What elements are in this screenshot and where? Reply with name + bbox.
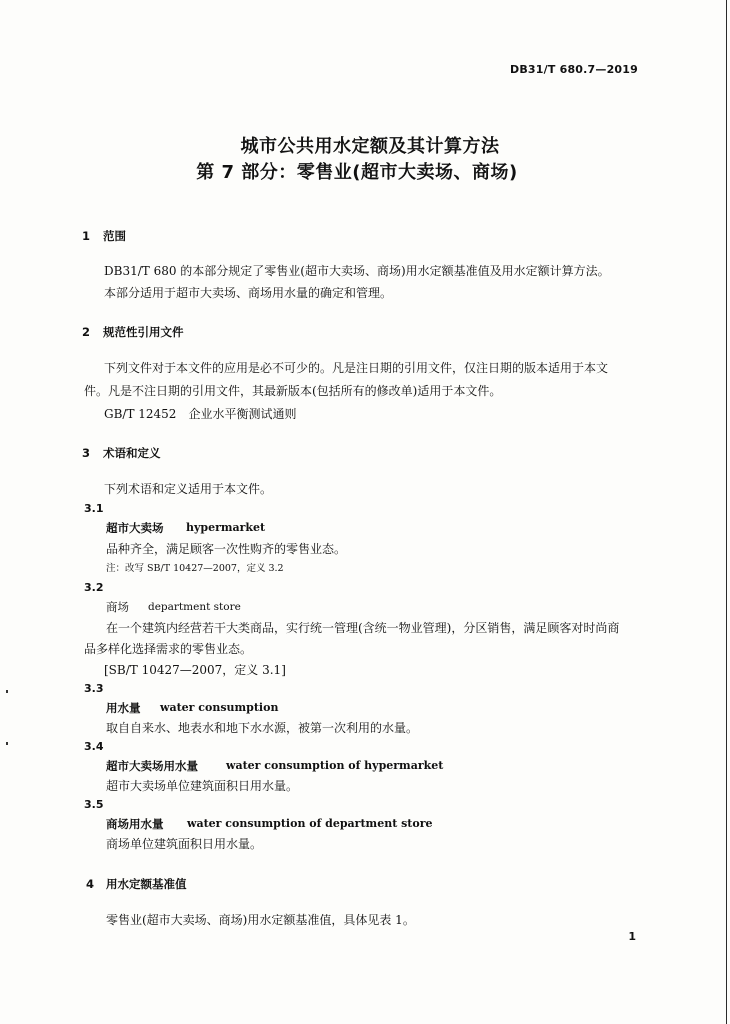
section-2-paragraph-line-2: 件。凡是不注日期的引用文件，其最新版本(包括所有的修改单)适用于本文件。	[84, 384, 502, 398]
scan-speck	[6, 742, 8, 745]
section-3-title: 术语和定义	[103, 446, 161, 460]
term-definition-line-1: 在一个建筑内经营若干大类商品，实行统一管理(含统一物业管理)，分区销售，满足顾客对时尚商	[106, 621, 620, 635]
term-name-en: hypermarket	[186, 521, 266, 534]
section-1-paragraph-1: DB31/T 680 的本部分规定了零售业(超市大卖场、商场)用水定额基准值及用水定额计算方法。	[104, 264, 610, 278]
term-number: 3.1	[84, 502, 104, 515]
term-note: 注：改写 SB/T 10427—2007，定义 3.2	[106, 563, 284, 574]
section-1-title: 范围	[103, 229, 126, 243]
term-name-cn: 商场用水量	[106, 817, 164, 831]
term-number: 3.2	[84, 581, 104, 594]
section-1-paragraph-2: 本部分适用于超市大卖场、商场用水量的确定和管理。	[104, 286, 393, 300]
term-definition: 超市大卖场单位建筑面积日用水量。	[106, 779, 299, 793]
term-definition: 商场单位建筑面积日用水量。	[106, 837, 263, 851]
section-2-title: 规范性引用文件	[103, 325, 184, 339]
section-3-number: 3	[82, 446, 91, 460]
term-name-cn: 商场	[106, 600, 129, 614]
term-number: 3.5	[84, 798, 104, 811]
section-3-intro: 下列术语和定义适用于本文件。	[104, 482, 273, 496]
scan-speck	[6, 690, 8, 693]
term-number: 3.4	[84, 740, 104, 753]
section-2-paragraph-line-1: 下列文件对于本文件的应用是必不可少的。凡是注日期的引用文件，仅注日期的版本适用于本文	[104, 361, 609, 375]
section-1-number: 1	[82, 229, 91, 243]
section-4-title: 用水定额基准值	[106, 877, 187, 891]
term-definition-line-2: 品多样化选择需求的零售业态。	[84, 642, 253, 656]
term-name-en: water consumption of department store	[187, 817, 433, 830]
term-name-cn: 超市大卖场用水量	[106, 759, 198, 773]
section-2-number: 2	[82, 325, 91, 339]
term-number: 3.3	[84, 682, 104, 695]
term-definition: 取自自来水、地表水和地下水水源，被第一次利用的水量。	[106, 721, 419, 735]
page-number: 1	[628, 930, 636, 943]
document-number: DB31/T 680.7—2019	[510, 63, 638, 76]
term-source: [SB/T 10427—2007，定义 3.1]	[104, 663, 286, 677]
term-name-en: water consumption of hypermarket	[226, 759, 444, 772]
section-4-paragraph: 零售业(超市大卖场、商场)用水定额基准值，具体见表 1。	[106, 913, 415, 927]
normative-reference: GB/T 12452 企业水平衡测试通则	[104, 407, 297, 421]
term-name-cn: 用水量	[106, 701, 141, 715]
term-name-en: department store	[148, 601, 241, 613]
title-line-1: 城市公共用水定额及其计算方法	[240, 136, 500, 157]
section-4-number: 4	[86, 877, 95, 891]
term-name-cn: 超市大卖场	[106, 521, 164, 535]
term-name-en: water consumption	[160, 701, 279, 714]
term-definition: 品种齐全，满足顾客一次性购齐的零售业态。	[106, 542, 347, 556]
title-line-2: 第 7 部分：零售业(超市大卖场、商场)	[196, 162, 518, 183]
